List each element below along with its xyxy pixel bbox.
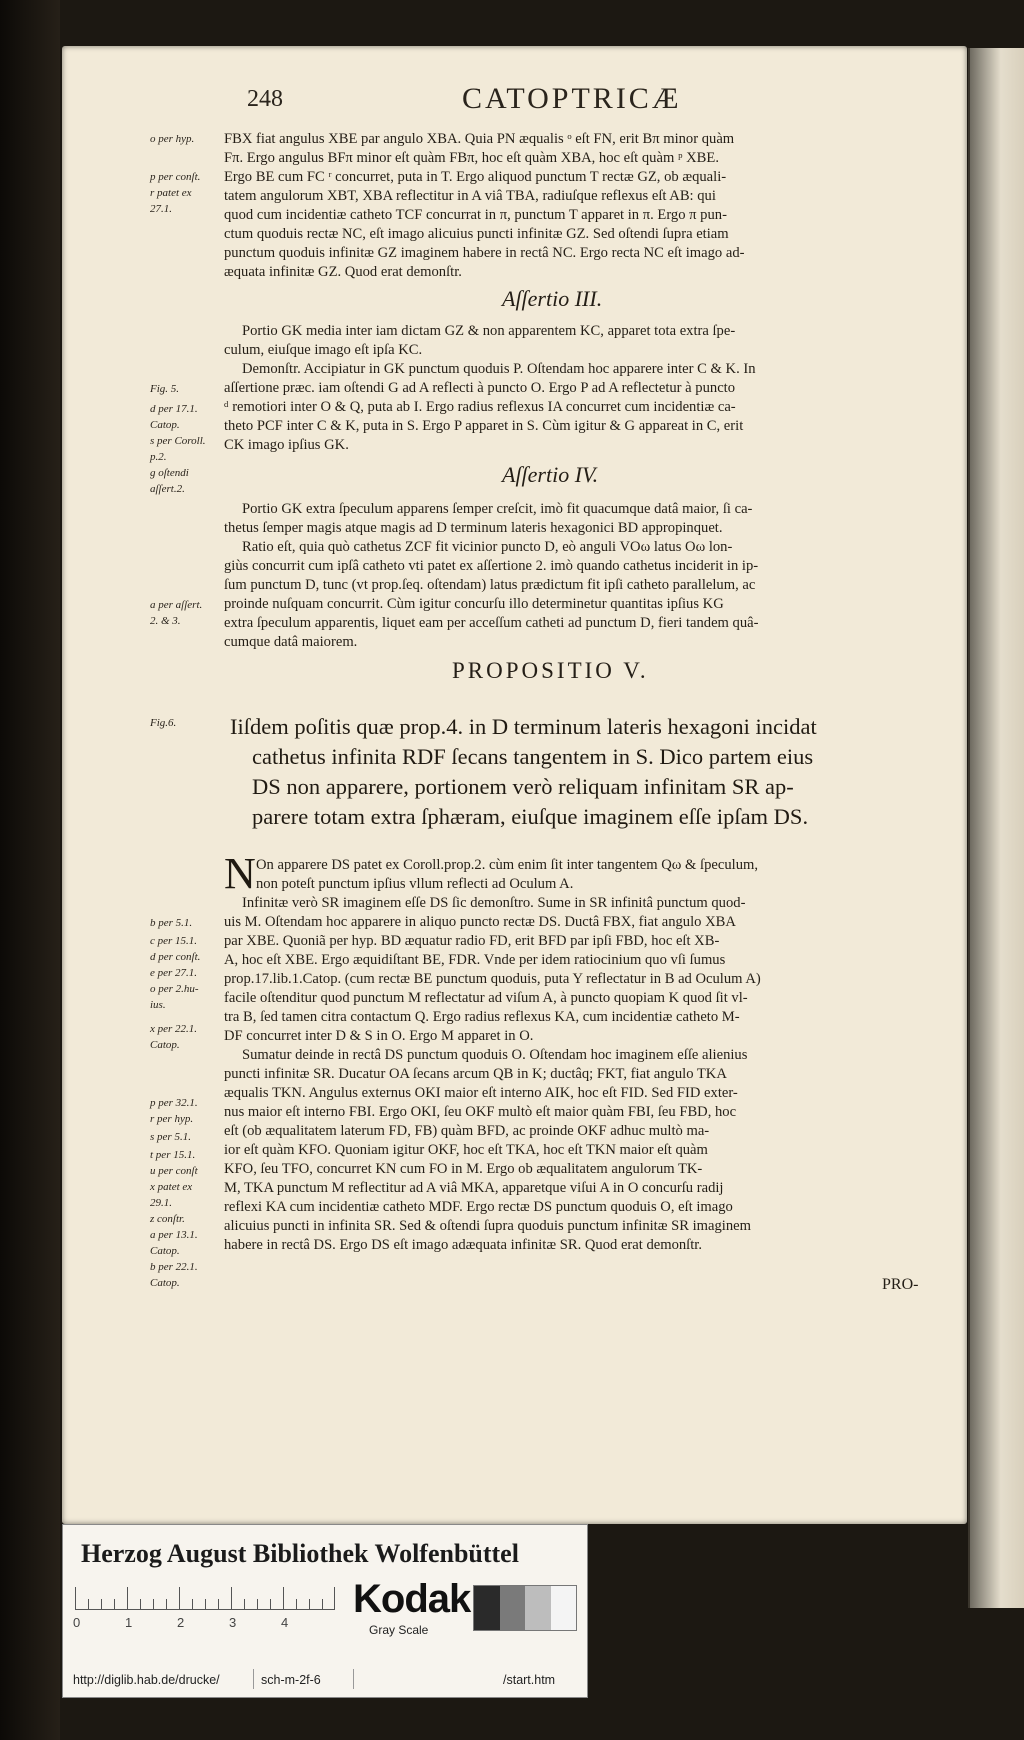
marginal-note: p per conſt. xyxy=(150,171,201,183)
gray-swatch xyxy=(474,1586,500,1630)
section-heading: Aſſertio III. xyxy=(502,286,603,311)
text-line: Sumatur deinde in rectâ DS punctum quoduis O. Oſtendam hoc imaginem eſſe alienius xyxy=(242,1047,748,1063)
marginal-note: r per hyp. xyxy=(150,1113,194,1125)
marginal-note: d per conſt. xyxy=(150,951,201,963)
marginal-note: s per Coroll. xyxy=(150,435,206,447)
text-line: giùs concurrit cum ipſâ catheto vti patet ex aſſertione 2. imò quando cathetus inciderit in ip- xyxy=(224,558,759,574)
section-heading: Aſſertio IV. xyxy=(502,462,599,487)
text-line: KFO, ſeu TFO, concurret KN cum FO in M. Ergo ob æqualitatem angulorum TK- xyxy=(224,1161,703,1177)
marginal-note: Catop. xyxy=(150,419,180,431)
text-line: puncti infinitæ SR. Ducatur OA ſecans arcum QB in K; ductâq; FKT, fiat angulo TKA xyxy=(224,1066,727,1082)
start-page-link: /start.htm xyxy=(503,1673,556,1687)
marginal-note: 27.1. xyxy=(150,203,172,215)
text-line: ctum quoduis rectæ NC, eſt imago alicuius puncti infinitæ GZ. Sed oſtendi ſupra etiam xyxy=(224,226,729,242)
text-line: extra ſpeculum apparentis, liquet eam per acceſſum catheti ad punctum D, fieri tandem quâ- xyxy=(224,615,759,631)
spine-shadow xyxy=(0,0,60,1740)
text-line: thetus ſemper magis atque magis ad D terminum lateris hexagonici BD appropinquet. xyxy=(224,520,723,536)
text-line: A, hoc eſt XBE. Ergo æquidiſtant BE, FDR. Vnde per idem ratiocinium quo vſi ſumus xyxy=(224,952,726,968)
scale-number: 1 xyxy=(125,1615,133,1630)
enunciation-line: parere totam extra ſphæram, eiuſque imaginem eſſe ipſam DS. xyxy=(252,804,809,829)
marginal-note: t per 15.1. xyxy=(150,1149,196,1161)
marginal-note: x patet ex xyxy=(150,1181,193,1193)
text-line: culum, eiuſque imago eſt ipſa KC. xyxy=(224,342,423,358)
marginal-note: g oſtendi xyxy=(150,467,189,479)
marginal-note: Catop. xyxy=(150,1039,180,1051)
text-line: M, TKA punctum M reflectitur ad A viâ MKA, apparetque viſui A in O concurſu radij xyxy=(224,1180,724,1196)
text-line: punctum quoduis infinitæ GZ imaginem habere in rectâ NC. Ergo recta NC eſt imago ad- xyxy=(224,245,745,261)
scale-number: 0 xyxy=(73,1615,81,1630)
shelfmark: sch-m-2f-6 xyxy=(261,1673,321,1687)
text-line: æquata infinitæ GZ. Quod erat demonſtr. xyxy=(224,264,462,280)
text-line: aſſertione præc. iam oſtendi G ad A reflecti à puncto O. Ergo P ad A reflectetur à puncto xyxy=(224,380,736,396)
text-line: On apparere DS patet ex Coroll.prop.2. cùm enim ſit inter tangentem Qω & ſpeculum, xyxy=(256,857,759,873)
text-line: ſum punctum D, tunc (vt prop.ſeq. oſtendam) latus prædictum fit ipſi catheto parallelum, ac xyxy=(224,577,756,593)
marginal-note: d per 17.1. xyxy=(150,403,198,415)
text-line: Infinitæ verò SR imaginem eſſe DS ſic demonſtro. Sume in SR infinitâ punctum quod- xyxy=(242,895,746,911)
text-line: CK imago ipſius GK. xyxy=(224,437,349,453)
marginal-note: b per 22.1. xyxy=(150,1261,198,1273)
text-line: quod cum incidentiæ catheto TCF concurrat in π, punctum T apparet in π. Ergo π pun- xyxy=(224,207,727,223)
marginal-note: e per 27.1. xyxy=(150,967,198,979)
text-line: proinde nuſquam concurrit. Cùm igitur concurſu illo determinetur quantitas ipſius KG xyxy=(224,596,724,612)
marginal-note: Fig. 5. xyxy=(150,383,180,395)
running-title: CATOPTRICÆ xyxy=(462,82,682,115)
divider xyxy=(253,1669,254,1689)
marginal-note: 2. & 3. xyxy=(150,615,181,627)
scale-number: 4 xyxy=(281,1615,289,1630)
marginal-note: o per hyp. xyxy=(150,133,195,145)
text-line: habere in rectâ DS. Ergo DS eſt imago adæquata infinitæ SR. Quod erat demonſtr. xyxy=(224,1237,702,1253)
scale-ruler xyxy=(75,1587,335,1610)
text-line: Ergo BE cum FC ʳ concurret, puta in T. Ergo aliquod punctum T rectæ GZ, ob æquali- xyxy=(224,169,727,185)
text-line: ior eſt quàm KFO. Quoniam igitur OKF, hoc eſt TKA, hoc eſt TKN maior eſt quàm xyxy=(224,1142,708,1158)
marginal-note: Fig.6. xyxy=(150,717,177,729)
text-line: eſt (ob æqualitatem laterum FD, FB) quàm BFD, ac proinde OKF adhuc multò ma- xyxy=(224,1123,710,1139)
proposition-title: PROPOSITIO V. xyxy=(452,658,649,683)
marginal-note: u per conſt xyxy=(150,1165,198,1177)
text-line: tatem angulorum XBT, XBA reflectitur in A viâ TBA, radiuſque reflexus eſt AB: qui xyxy=(224,188,716,204)
marginal-note: a per aſſert. xyxy=(150,599,203,611)
kodak-logo: Kodak xyxy=(353,1577,471,1621)
enunciation-line: cathetus infinita RDF ſecans tangentem in S. Dico partem eius xyxy=(252,744,814,769)
marginal-note: o per 2.hu- xyxy=(150,983,199,995)
text-line: reflexi KA cum incidentiæ catheto MDF. Ergo rectæ DS punctum quoduis O, eſt imago xyxy=(224,1199,733,1215)
gray-scale-caption: Gray Scale xyxy=(369,1623,429,1637)
marginal-note: Catop. xyxy=(150,1277,180,1289)
drop-capital: N xyxy=(224,849,256,898)
marginal-note: s per 5.1. xyxy=(150,1131,191,1143)
marginal-note: aſſert.2. xyxy=(150,483,185,495)
catchword: PRO- xyxy=(882,1276,919,1293)
text-line: tra B, ſed tamen citra contactum Q. Ergo radius reflexus KA, cum incidentiæ catheto M- xyxy=(224,1009,740,1025)
enunciation-line: Iiſdem poſitis quæ prop.4. in D terminum lateris hexagoni incidat xyxy=(230,714,817,739)
text-line: ᵈ remotiori inter O & Q, puta ab I. Ergo radius reflexus IA concurret cum incidentiæ ca- xyxy=(224,399,736,415)
library-name: Herzog August Bibliothek Wolfenbüttel xyxy=(81,1539,519,1568)
marginal-note: Catop. xyxy=(150,1245,180,1257)
text-line: cumque datâ maiorem. xyxy=(224,634,358,650)
gray-swatch xyxy=(551,1586,577,1630)
source-url: http://diglib.hab.de/drucke/ xyxy=(73,1673,220,1687)
marginal-note: 29.1. xyxy=(150,1197,172,1209)
text-line: Demonſtr. Accipiatur in GK punctum quoduis P. Oſtendam hoc apparere inter C & K. In xyxy=(242,361,756,377)
marginal-note: p.2. xyxy=(150,451,167,463)
marginal-note: a per 13.1. xyxy=(150,1229,198,1241)
gray-swatches xyxy=(473,1585,577,1631)
library-label xyxy=(62,1524,588,1698)
marginal-note: p per 32.1. xyxy=(150,1097,198,1109)
scale-number: 2 xyxy=(177,1615,185,1630)
scale-numbers xyxy=(73,1615,343,1633)
text-line: Portio GK media inter iam dictam GZ & non apparentem KC, apparet tota extra ſpe- xyxy=(242,323,736,339)
divider xyxy=(353,1669,354,1689)
text-line: non poteſt punctum ipſius vllum reflecti ad Oculum A. xyxy=(256,876,574,892)
marginal-note: b per 5.1. xyxy=(150,917,193,929)
text-line: nus maior eſt interno FBI. Ergo OKI, ſeu OKF multò eſt maior quàm FBI, ſeu FBD, hoc xyxy=(224,1104,737,1120)
page-number: 248 xyxy=(247,86,283,112)
book-page xyxy=(62,46,967,1524)
text-line: Fπ. Ergo angulus BFπ minor eſt quàm FBπ, hoc eſt quàm XBA, hoc eſt quàm ᵖ XBE. xyxy=(224,150,719,166)
text-line: facile oſtenditur quod punctum M reflectatur ad viſum A, à puncto quopiam K quod ſit vl- xyxy=(224,990,748,1006)
text-line: par XBE. Quoniã per hyp. BD æquatur radio FD, erit BFD par ipſi FBD, hoc eſt XB- xyxy=(224,933,720,949)
marginal-note: ius. xyxy=(150,999,166,1011)
gray-swatch xyxy=(525,1586,551,1630)
text-line: DF concurret inter D & S in O. Ergo M apparet in O. xyxy=(224,1028,534,1044)
text-line: theto PCF inter C & K, puta in S. Ergo P apparet in S. Cùm igitur & G appareat in C, erit xyxy=(224,418,744,434)
marginal-note: r patet ex xyxy=(150,187,192,199)
text-line: Portio GK extra ſpeculum apparens ſemper creſcit, imò fit quacumque datâ maior, ſi ca- xyxy=(242,501,753,517)
scale-number: 3 xyxy=(229,1615,237,1630)
text-line: Ratio eſt, quia quò cathetus ZCF fit vicinior puncto D, eò anguli VOω latus Oω lon- xyxy=(242,539,733,555)
text-line: uis M. Oſtendam hoc apparere in aliquo puncto rectæ DS. Ductâ FBX, fiat angulo XBA xyxy=(224,914,736,930)
text-line: prop.17.lib.1.Catop. (cum rectæ BE punctum quoduis, puta Y reflectatur in B ad Oculum A) xyxy=(224,971,761,987)
marginal-note: c per 15.1. xyxy=(150,935,198,947)
next-page-edge xyxy=(968,48,1024,1608)
gray-swatch xyxy=(500,1586,526,1630)
text-line: FBX fiat angulus XBE par angulo XBA. Quia PN æqualis ᵒ eſt FN, erit Bπ minor quàm xyxy=(224,131,735,147)
marginal-note: x per 22.1. xyxy=(150,1023,198,1035)
marginal-note: z conſtr. xyxy=(150,1213,185,1225)
text-line: alicuius puncti in infinita SR. Sed & oſtendi ſupra quoduis punctum infinitæ SR imaginem xyxy=(224,1218,751,1234)
text-line: æqualis TKN. Angulus externus OKI maior eſt interno AIK, hoc eſt FID. Sed FID exter- xyxy=(224,1085,738,1101)
enunciation-line: DS non apparere, portionem verò reliquam infinitam SR ap- xyxy=(252,774,794,799)
